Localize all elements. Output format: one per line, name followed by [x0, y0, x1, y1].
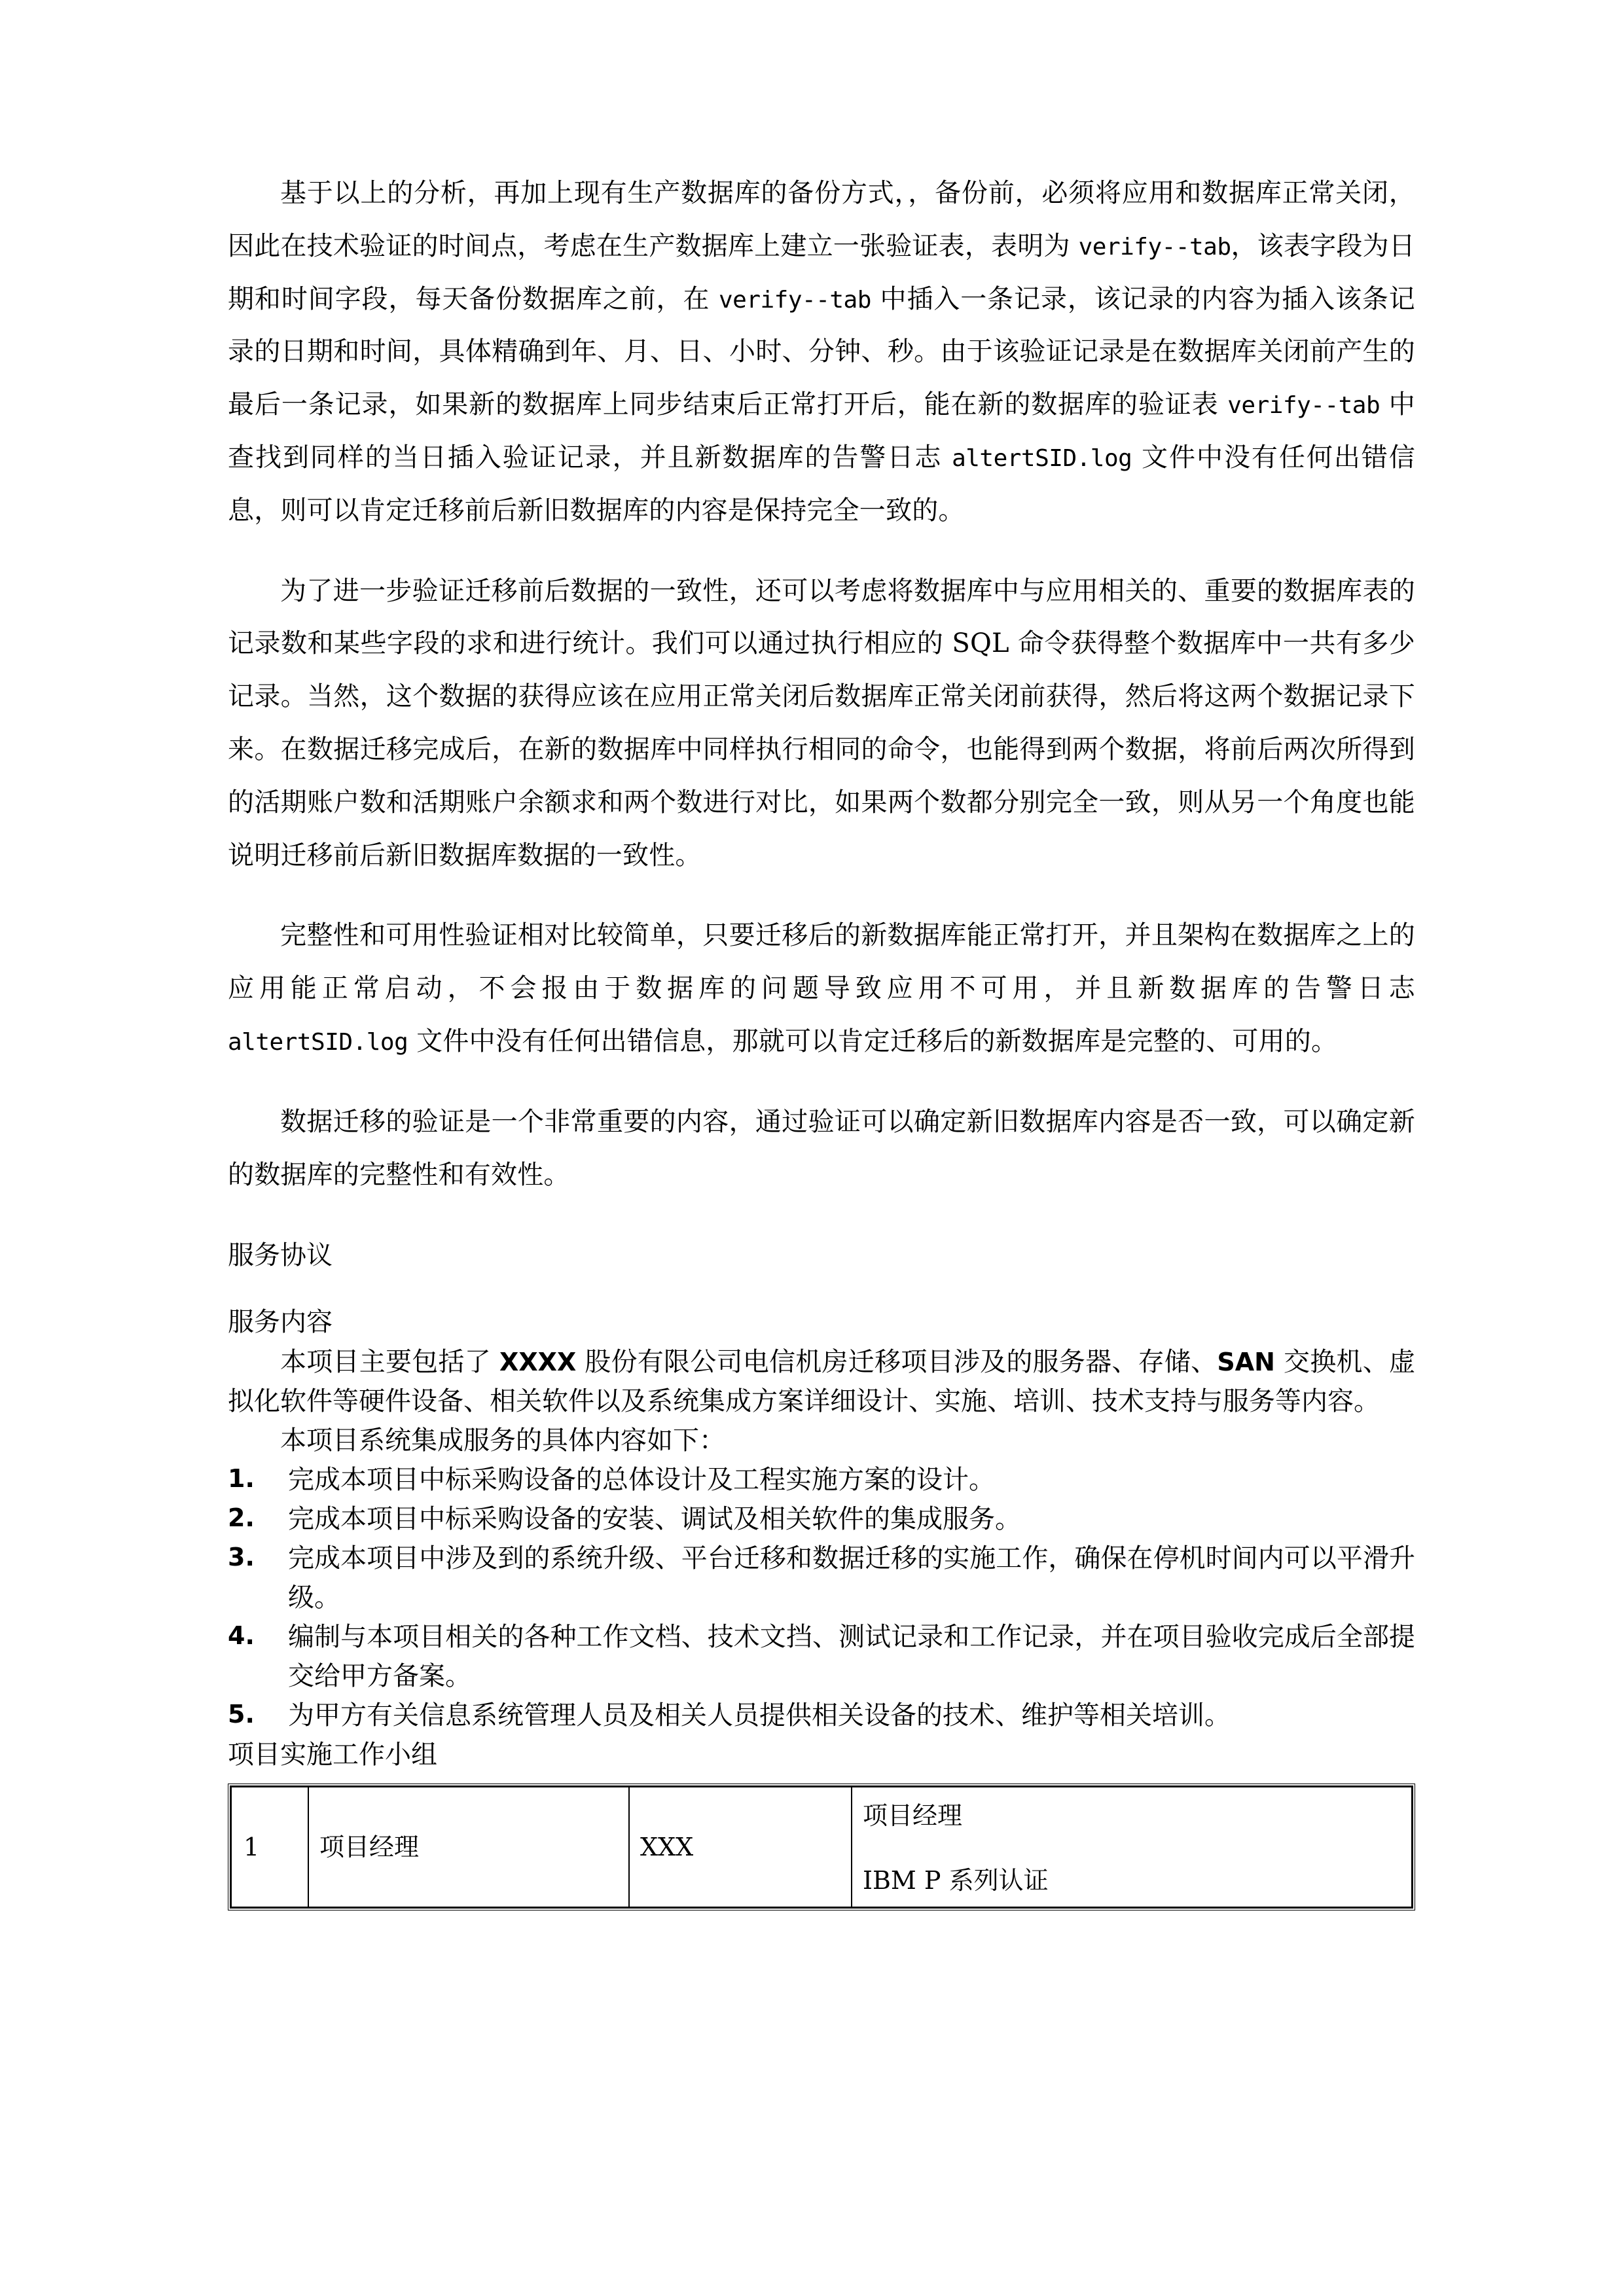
text-run-sans-b: XXXX [499, 1348, 577, 1377]
service-item-marker: 5. [228, 1700, 255, 1729]
text-run-cjk: 股份有限公司电信机房迁移项目涉及的服务器、存储、 [576, 1347, 1218, 1378]
heading-service-content: 服务内容 [228, 1307, 333, 1338]
text-run-cjk: 文件中没有任何出错信息，那就可以肯定迁移后的新数据库是完整的、可用的。 [408, 1026, 1338, 1056]
text-run-cjk: 中查找到同样的当日插入验证记录，并且新数据库的告警日志 [228, 389, 1415, 473]
service-item-marker: 4. [228, 1621, 255, 1651]
paragraph-service-scope [228, 1342, 1415, 1421]
text-run-cjk: 文件中没有任何出错信息，则可以肯定迁移前后新旧数据库的内容是保持完全一致的。 [228, 442, 1415, 526]
service-item-text: 完成本项目中涉及到的系统升级、平台迁移和数据迁移的实施工作，确保在停机时间内可以平滑升级。 [288, 1543, 1415, 1613]
text-run-mono: altertSID.log [952, 444, 1132, 472]
paragraph-migration-summary [228, 1096, 1415, 1202]
project-team-table [230, 1786, 1413, 1908]
service-items-list [228, 1460, 1415, 1735]
text-run-cjk: 完整性和可用性验证相对比较简单，只要迁移后的新数据库能正常打开，并且架构在数据库之上的应用能正常启动，不会报由于数据库的问题导致应用不可用，并且新数据库的告警日志 [228, 920, 1415, 1004]
paragraph-data-consistency [228, 565, 1415, 882]
text-run-sans-b: SAN [1217, 1348, 1275, 1377]
service-item [228, 1696, 1415, 1735]
text-run-cjk: ，该表字段为日期和时间字段，每天备份数据库之前，在 [228, 230, 1415, 314]
heading-service-agreement: 服务协议 [228, 1240, 333, 1271]
table-cell-name: XXX [629, 1787, 852, 1907]
table-row [231, 1787, 1412, 1907]
table-cell-certification [852, 1787, 1412, 1907]
project-team-table-wrapper [228, 1784, 1415, 1910]
page-content [228, 167, 1415, 1910]
paragraph-list-lead: 本项目系统集成服务的具体内容如下： [280, 1426, 725, 1456]
paragraph-backup-verification [228, 167, 1415, 537]
text-run-cjk: 中插入一条记录，该记录的内容为插入该条记录的日期和时间，具体精确到年、月、日、小时、分钟、秒。由于该验证记录是在数据库关闭前产生的最后一条记录，如果新的数据库上同步结束后正常打开后，能在新的数据库的验证表 [228, 283, 1415, 420]
table-cell-role: 项目经理 [308, 1787, 629, 1907]
service-item [228, 1499, 1415, 1539]
text-run-mono: verify--tab [1227, 392, 1380, 420]
text-run-serif-latin: SQL [952, 628, 1009, 659]
certification-title: 项目经理 [863, 1801, 963, 1831]
service-item-text: 完成本项目中标采购设备的安装、调试及相关软件的集成服务。 [288, 1504, 1021, 1535]
paragraph-integrity-availability [228, 909, 1415, 1067]
service-item-text: 为甲方有关信息系统管理人员及相关人员提供相关设备的技术、维护等相关培训。 [288, 1700, 1231, 1731]
text-run-cjk: 命令获得整个数据库中一共有多少记录。当然，这个数据的获得应该在应用正常关闭后数据库正常关闭前获得，然后将这两个数据记录下来。在数据迁移完成后，在新的数据库中同样执行相同的命令，也能得到两个数据，将前后两次所得到的活期账户数和活期账户余额求和两个数进行对比，如果两个数都分别完全一致，则从另一个角度也能说明迁移前后新旧数据库数据的一致性。 [228, 628, 1415, 870]
service-item [228, 1539, 1415, 1617]
service-item [228, 1460, 1415, 1499]
text-run-cjk: 基于以上的分析，再加上现有生产数据库的备份方式，，备份前，必须将应用和数据库正常关闭，因此在技术验证的时间点，考虑在生产数据库上建立一张验证表，表明为 [228, 178, 1415, 261]
text-run-cjk: 交换机、虚拟化软件等硬件设备、相关软件以及系统集成方案详细设计、实施、培训、技术支持与服务等内容。 [228, 1347, 1416, 1417]
table-cell-number: 1 [231, 1787, 308, 1907]
text-run-mono: verify--tab [718, 286, 871, 314]
service-item [228, 1617, 1415, 1696]
text-run-cjk: 数据迁移的验证是一个非常重要的内容，通过验证可以确定新旧数据库内容是否一致，可以确定新的数据库的完整性和有效性。 [228, 1106, 1415, 1190]
service-item-marker: 3. [228, 1543, 255, 1572]
certification-detail: IBM P 系列认证 [863, 1866, 1049, 1895]
text-run-cjk: 为了进一步验证迁移前后数据的一致性，还可以考虑将数据库中与应用相关的、重要的数据库表的记录数和某些字段的求和进行统计。我们可以通过执行相应的 [228, 575, 1415, 659]
service-item-marker: 1. [228, 1464, 255, 1494]
service-item-marker: 2. [228, 1503, 255, 1533]
service-item-text: 完成本项目中标采购设备的总体设计及工程实施方案的设计。 [288, 1465, 995, 1496]
label-project-team: 项目实施工作小组 [228, 1740, 437, 1770]
text-run-mono: altertSID.log [228, 1028, 408, 1056]
service-item-text: 编制与本项目相关的各种工作文档、技术文挡、测试记录和工作记录，并在项目验收完成后全部提交给甲方备案。 [288, 1622, 1415, 1692]
text-run-cjk: 本项目主要包括了 [280, 1347, 500, 1378]
text-run-mono: verify--tab [1078, 233, 1231, 260]
